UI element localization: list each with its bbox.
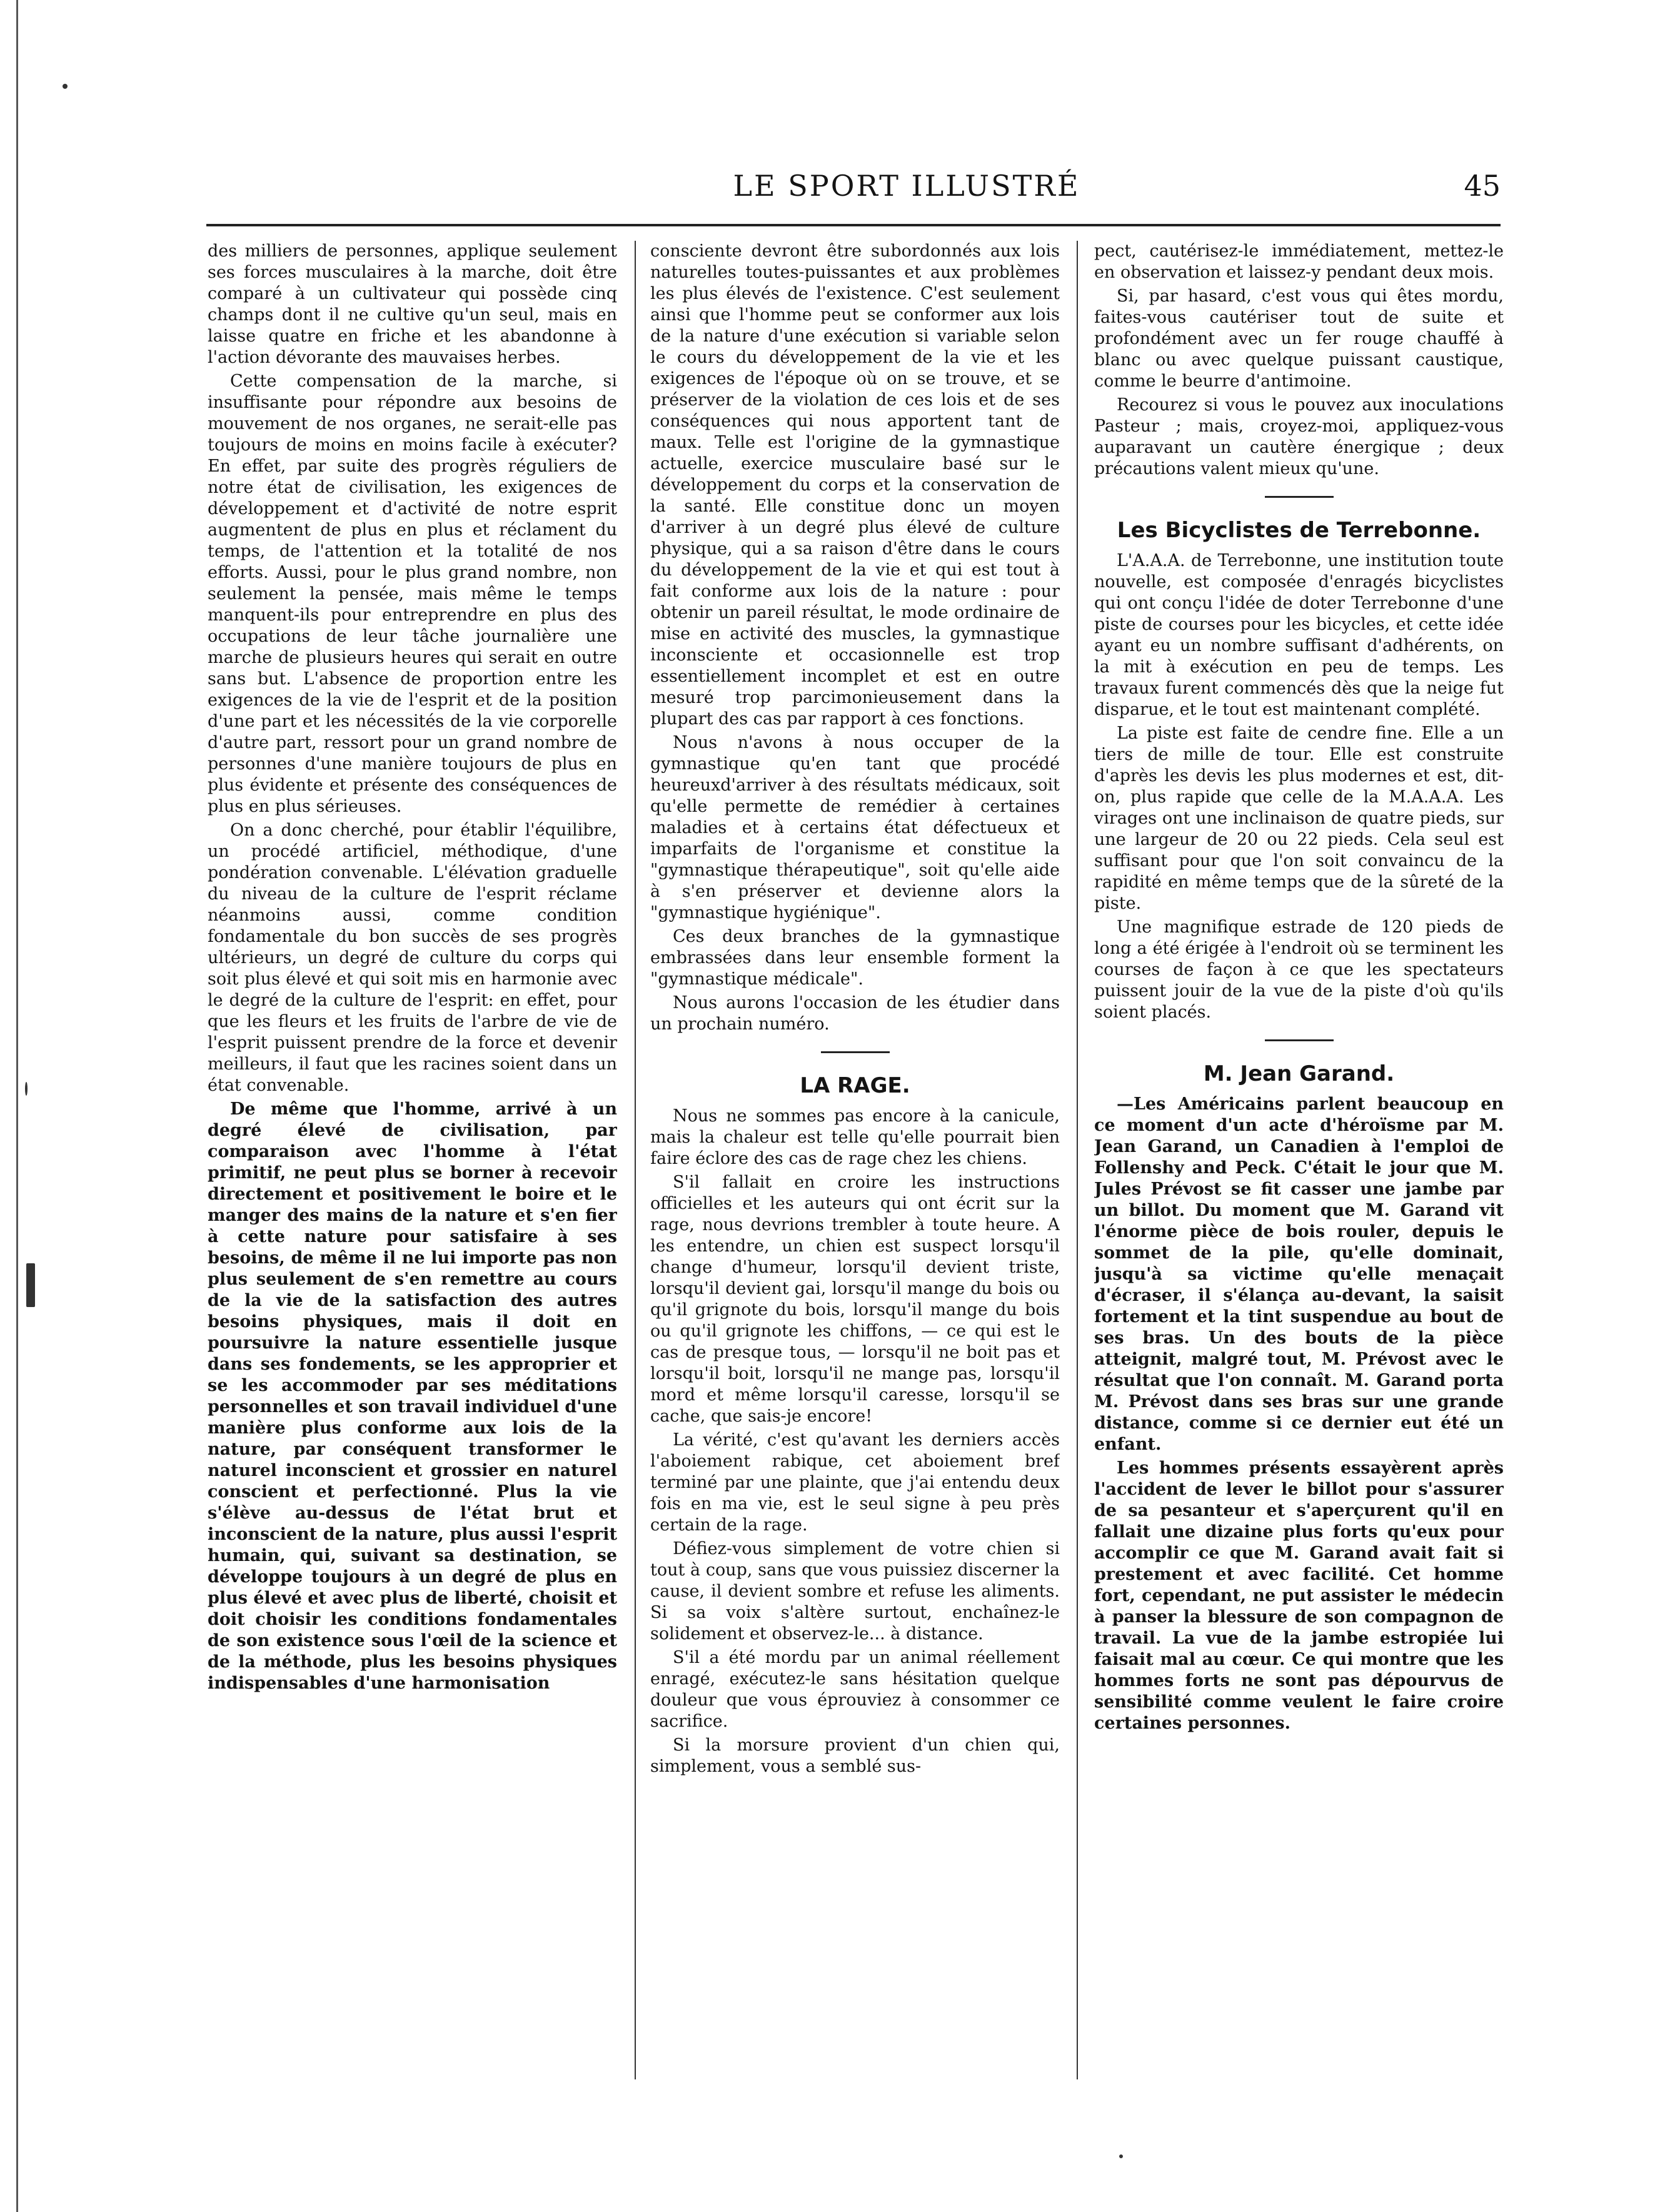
paragraph: Cette compensation de la marche, si insuffisante pour répondre aux besoins de mouvement de nos organes, ne serait-elle pas toujours de moins en moins facile à exécuter? En effet, par suite des progrès réguliers de notre état de civilisation, les exigences de développement et d'activité de notre esprit augmentent de plus en plus et réclament du temps, de l'attention et la totalité de nos efforts. Aussi, pour le plus grand nombre, non seulement la pensée, mais même le temps manquent-ils pour entreprendre en plus des occupations de leur tâche journalière une marche de plusieurs heures qui serait en outre sans but. L'absence de proportion entre les exigences de la vie de l'esprit et de la position d'une part et les nécessités de la vie corporelle d'autre part, ressort pour un grand nombre de personnes d'une manière toujours de plus en plus évidente et présente des conséquences de plus en plus sérieuses. [208, 371, 617, 816]
page-edge-shadow [16, 0, 18, 2212]
paragraph: L'A.A.A. de Terrebonne, une institution toute nouvelle, est composée d'enragés bicyclistes qui ont conçu l'idée de doter Terrebonne d'une piste de courses pour les bicycles, et cette idée ayant eu un nombre suffisant d'adhérents, on la mit à exécution en peu de temps. Les travaux furent commencés dès que la neige fut disparue, et le tout est maintenant complété. [1094, 551, 1504, 719]
section-rule [1265, 496, 1334, 498]
section-title-la-rage: LA RAGE. [800, 1073, 910, 1098]
paragraph: S'il a été mordu par un animal réellement enragé, exécutez-le sans hésitation quelque douleur que vous éprouviez à consommer ce sacrifice. [650, 1648, 1060, 1731]
paragraph: Si la morsure provient d'un chien qui, simplement, vous a semblé sus- [650, 1735, 1060, 1776]
paragraph: Recourez si vous le pouvez aux inoculations Pasteur ; mais, croyez-moi, appliquez-vous auparavant un cautère énergique ; deux précautions valent mieux qu'une. [1094, 395, 1504, 478]
paragraph: Si, par hasard, c'est vous qui êtes mordu, faites-vous cautériser tout de suite et profondément avec un fer rouge chauffé à blanc ou avec quelque puissant caustique, comme le beurre d'antimoine. [1094, 286, 1504, 391]
section-title-bicyclistes: Les Bicyclistes de Terrebonne. [1117, 518, 1481, 543]
ink-speck [25, 1082, 28, 1096]
page-number: 45 [1464, 169, 1501, 203]
ink-speck [26, 1263, 35, 1307]
running-title: LE SPORT ILLUSTRÉ [733, 169, 1080, 203]
ink-speck [63, 84, 68, 89]
paragraph: La piste est faite de cendre fine. Elle a un tiers de mille de tour. Elle est construite d'après les devis les plus modernes et est, dit-on, plus rapide que celle de la M.A.A.A. Les virages ont une inclinaison de quatre pieds, sur une largeur de 20 ou 22 pieds. Cela seul est suffisant pour que l'on soit convaincu de la rapidité en même temps que de la sûreté de la piste. [1094, 724, 1504, 913]
paragraph: On a donc cherché, pour établir l'équilibre, un procédé artificiel, méthodique, d'une pondération convenable. L'élévation graduelle du niveau de la culture de l'esprit réclame néanmoins aussi, comme condition fondamentale du bon succès de ses progrès ultérieurs, un degré de culture du corps qui soit plus élevé et qui soit mis en harmonie avec le degré de la culture de l'esprit: en effet, pour que les fleurs et les fruits de l'arbre de vie de l'esprit puissent prendre de la force et devenir meilleurs, il faut que les racines soient dans un état convenable. [208, 821, 617, 1095]
column-1 [208, 241, 617, 2079]
paragraph: des milliers de personnes, applique seulement ses forces musculaires à la marche, doit être comparé à un cultivateur qui possède cinq champs dont il ne cultive qu'un seul, mais en laisse quatre en friche et les abandonne à l'action dévorante des mauvaises herbes. [208, 241, 617, 367]
page-header [206, 169, 1501, 219]
paragraph: Les hommes présents essayèrent après l'accident de lever le billot pour s'assurer de sa pesanteur et s'aperçurent qu'il en fallait une dizaine plus forts qu'eux pour accomplir ce que M. Garand avait fait si prestement et avec facilité. Cet homme fort, cependant, ne put assister le médecin à panser la blessure de son compagnon de travail. La vue de la jambe estropiée lui faisait mal au cœur. Ce qui montre que les hommes forts ne sont pas dépourvus de sensibilité comme veulent le faire croire certaines personnes. [1094, 1458, 1504, 1733]
column-divider [1077, 241, 1078, 2079]
column-divider [635, 241, 636, 2079]
header-rule [206, 224, 1501, 226]
paragraph: Nous aurons l'occasion de les étudier dans un prochain numéro. [650, 993, 1060, 1034]
paragraph: Une magnifique estrade de 120 pieds de long a été érigée à l'endroit où se terminent les courses de façon à ce que les spectateurs puissent jouir de la vue de la piste d'où qu'ils soient placés. [1094, 917, 1504, 1022]
section-rule [821, 1051, 890, 1053]
paragraph: consciente devront être subordonnés aux lois naturelles toutes-puissantes et aux problèmes les plus élevés de l'existence. C'est seulement ainsi que l'homme peut se conformer aux lois de la nature d'une exécution si variable selon le cours du développement de la vie et les exigences de l'époque où on se trouve, et se préserver de la violation de ces lois et de ses conséquences qui nous apportent tant de maux. Telle est l'origine de la gymnastique actuelle, exercice musculaire basé sur le développement du corps et la conservation de la santé. Elle constitue donc un moyen d'arriver à un degré plus élevé de culture physique, qui a sa raison d'être dans le cours du développement de la vie et qui est tout à fait conforme aux lois de la nature : pour obtenir un pareil résultat, le mode ordinaire de mise en activité des muscles, la gymnastique inconsciente et occasionnelle est trop essentiellement incomplet et est en outre mesuré trop parcimonieusement dans la plupart des cas par rapport à ces fonctions. [650, 241, 1060, 729]
paragraph: Défiez-vous simplement de votre chien si tout à coup, sans que vous puissiez discerner la cause, il devient sombre et refuse les aliments. Si sa voix s'altère surtout, enchaînez-le solidement et observez-le... à distance. [650, 1539, 1060, 1644]
section-title-jean-garand: M. Jean Garand. [1203, 1061, 1395, 1086]
paragraph: De même que l'homme, arrivé à un degré élevé de civilisation, par comparaison avec l'homme à l'état primitif, ne peut plus se borner à recevoir directement et positivement le boire et le manger des mains de la nature et s'en fier à cette nature pour satisfaire à ses besoins, de même il ne lui importe pas non plus seulement de s'en remettre au cours de la vie de la satisfaction des autres besoins physiques, mais il doit en poursuivre la nature essentielle jusque dans ses fondements, se les approprier et se les accommoder par ses méditations personnelles et son travail individuel d'une manière plus conforme aux lois de la nature, par conséquent transformer le naturel inconscient et grossier en naturel conscient et perfectionné. Plus la vie s'élève au-dessus de l'état brut et inconscient de la nature, plus aussi l'esprit humain, qui, suivant sa destination, se développe toujours à un degré de plus en plus élevé et avec plus de liberté, choisit et doit choisir les conditions fondamentales de son existence sous l'œil de la science et de la méthode, plus les besoins physiques indispensables d'une harmonisation [208, 1099, 617, 1693]
column-2 [650, 241, 1060, 2079]
paragraph: Ces deux branches de la gymnastique embrassées dans leur ensemble forment la "gymnastique médicale". [650, 927, 1060, 989]
paragraph: La vérité, c'est qu'avant les derniers accès l'aboiement rabique, cet aboiement bref terminé par une plainte, que j'ai entendu deux fois en ma vie, est le seul signe à peu près certain de la rage. [650, 1430, 1060, 1535]
paragraph: Nous ne sommes pas encore à la canicule, mais la chaleur est telle qu'elle pourrait bien faire éclore des cas de rage chez les chiens. [650, 1106, 1060, 1168]
section-rule [1265, 1039, 1334, 1041]
paragraph: —Les Américains parlent beaucoup en ce moment d'un acte d'héroïsme par M. Jean Garand, un Canadien à l'emploi de Follenshy and Peck. C'était le jour que M. Jules Prévost se fit casser une jambe par un billot. Du moment que M. Garand vit l'énorme pièce de bois rouler, depuis le sommet de la pile, qu'elle dominait, jusqu'à sa victime qu'elle menaçait d'écraser, il s'élança au-devant, la saisit fortement et la tint suspendue au bout de ses bras. Un des bouts de la pièce atteignit, malgré tout, M. Prévost avec le résultat que l'on connaît. M. Garand porta M. Prévost dans ses bras sur une grande distance, comme si ce dernier eut été un enfant. [1094, 1094, 1504, 1454]
column-3 [1094, 241, 1504, 2079]
paragraph: S'il fallait en croire les instructions officielles et les auteurs qui ont écrit sur la rage, nous devrions trembler à toute heure. A les entendre, un chien est suspect lorsqu'il change d'humeur, lorsqu'il devient triste, lorsqu'il devient gai, lorsqu'il mange du bois ou qu'il grignote du bois, lorsqu'il mange du bois ou qu'il grignote les chiffons, — ce qui est le cas de presque tous, — lorsqu'il ne boit pas et lorsqu'il boit, lorsqu'il ne mange pas, lorsqu'il mord et même lorsqu'il caresse, lorsqu'il se cache, que sais-je encore! [650, 1173, 1060, 1426]
ink-speck [1119, 2154, 1123, 2158]
paragraph: pect, cautérisez-le immédiatement, mettez-le en observation et laissez-y pendant deux mois. [1094, 241, 1504, 282]
paragraph: Nous n'avons à nous occuper de la gymnastique qu'en tant que procédé heureuxd'arriver à des résultats médicaux, soit qu'elle permette de remédier à certaines maladies et à certains état défectueux et imparfaits de l'organisme et constitue la "gymnastique thérapeutique", soit qu'elle aide à s'en préserver et devienne alors la "gymnastique hygiénique". [650, 733, 1060, 922]
